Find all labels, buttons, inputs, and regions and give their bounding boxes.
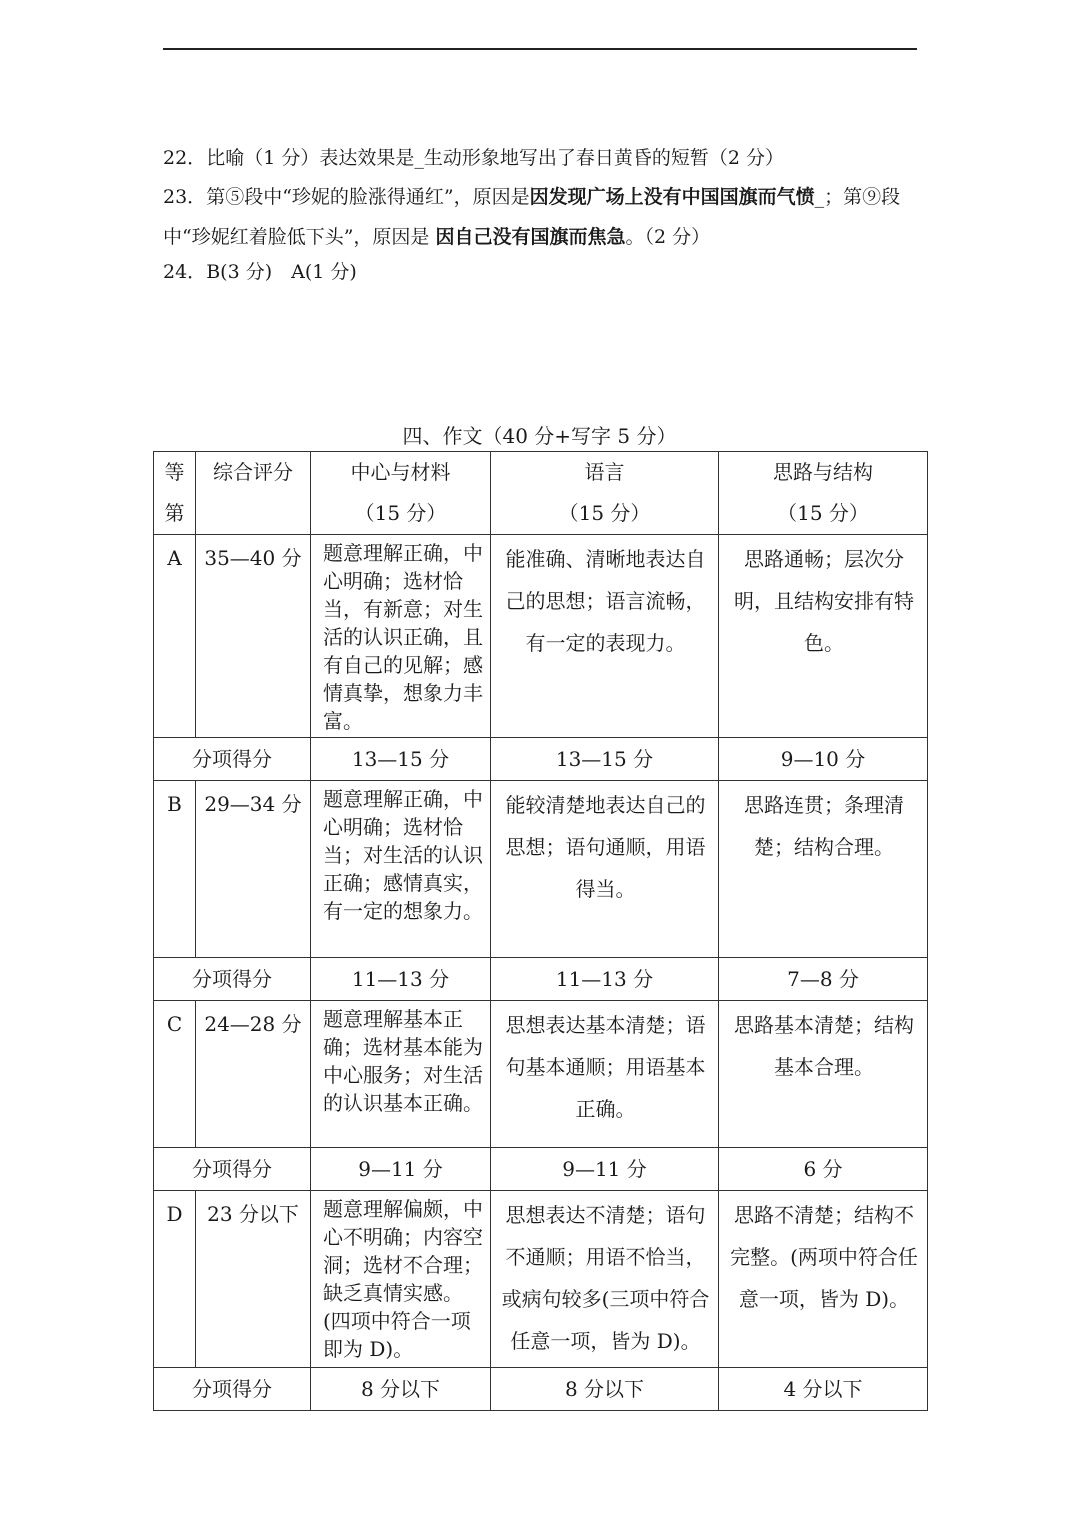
- answer-23-text: 第⑤段中“珍妮的脸涨得通红”，原因是: [206, 186, 530, 208]
- subscore-center: 11—13 分: [311, 958, 491, 1001]
- grade-cell: D: [154, 1191, 196, 1368]
- answer-23-text: _；第⑨段: [814, 186, 901, 208]
- header-center: [311, 452, 491, 535]
- center-criteria-cell: [311, 1191, 491, 1368]
- center-criteria-cell: [311, 1001, 491, 1148]
- subscore-structure: 6 分: [719, 1148, 928, 1191]
- center-criteria-text: 题意理解正确，中心明确；选材恰当；对生活的认识正确；感情真实，有一定的想象力。: [323, 787, 483, 923]
- table-row: [154, 781, 928, 958]
- rubric-table: [153, 451, 928, 1411]
- subscore-label: 分项得分: [154, 958, 311, 1001]
- header-center-points: （15 分）: [354, 501, 447, 525]
- overall-score-cell: 23 分以下: [196, 1191, 311, 1368]
- subscore-row: [154, 958, 928, 1001]
- subscore-language: 8 分以下: [491, 1368, 719, 1411]
- language-criteria-cell: 能准确、清晰地表达自己的思想；语言流畅，有一定的表现力。: [491, 535, 719, 738]
- subscore-center: 9—11 分: [311, 1148, 491, 1191]
- header-language: [491, 452, 719, 535]
- answer-23-text: 。（2 分）: [625, 226, 711, 248]
- subscore-row: [154, 1368, 928, 1411]
- answer-24: [163, 257, 357, 284]
- answer-22-text: 比喻（1 分）表达效果是_生动形象地写出了春日黄昏的短暂（2 分）: [206, 147, 784, 169]
- header-center-label: 中心与材料: [350, 460, 451, 484]
- structure-criteria-cell: 思路连贯；条理清楚；结构合理。: [719, 781, 928, 958]
- answer-23-key-phrase: 因自己没有国旗而焦急: [435, 226, 626, 248]
- overall-score-cell: 29—34 分: [196, 781, 311, 958]
- header-grade-line: 第: [164, 501, 185, 525]
- table-row: [154, 1001, 928, 1148]
- subscore-row: [154, 1148, 928, 1191]
- table-row: [154, 1191, 928, 1368]
- center-criteria-cell: [311, 781, 491, 958]
- answer-23-text: 中“珍妮红着脸低下头”，原因是: [163, 226, 436, 248]
- overall-score-cell: 35—40 分: [196, 535, 311, 738]
- grade-cell: C: [154, 1001, 196, 1148]
- structure-criteria-cell: 思路基本清楚；结构基本合理。: [719, 1001, 928, 1148]
- center-criteria-text: 题意理解正确，中心明确；选材恰当，有新意；对生活的认识正确，且有自己的见解；感情真挚，想象力丰富。: [323, 541, 483, 733]
- subscore-structure: 9—10 分: [719, 738, 928, 781]
- answer-22-number: 22．: [163, 147, 207, 169]
- overall-score-cell: 24—28 分: [196, 1001, 311, 1148]
- answer-23-line1: [163, 182, 900, 209]
- center-criteria-text: 题意理解基本正确；选材基本能为中心服务；对生活的认识基本正确。: [323, 1007, 483, 1115]
- subscore-structure: 4 分以下: [719, 1368, 928, 1411]
- answer-24-text: B(3 分) A(1 分): [206, 261, 357, 283]
- grade-cell: A: [154, 535, 196, 738]
- header-language-label: 语言: [584, 460, 625, 484]
- subscore-language: 9—11 分: [491, 1148, 719, 1191]
- subscore-structure: 7—8 分: [719, 958, 928, 1001]
- subscore-language: 11—13 分: [491, 958, 719, 1001]
- center-criteria-cell: [311, 535, 491, 738]
- subscore-row: [154, 738, 928, 781]
- answer-24-number: 24．: [163, 261, 207, 283]
- section-title: 四、作文（40 分+写字 5 分）: [402, 424, 677, 448]
- answer-23-line2: [163, 222, 710, 249]
- header-structure-points: （15 分）: [777, 501, 869, 525]
- table-header-row: [154, 452, 928, 535]
- header-overall-label: 综合评分: [213, 460, 293, 484]
- header-grade-line: 等: [164, 460, 185, 484]
- subscore-center: 8 分以下: [311, 1368, 491, 1411]
- subscore-label: 分项得分: [154, 1368, 311, 1411]
- header-overall: [196, 452, 311, 535]
- header-language-points: （15 分）: [558, 501, 651, 525]
- header-rule: [163, 48, 917, 50]
- language-criteria-cell: 思想表达基本清楚；语句基本通顺；用语基本正确。: [491, 1001, 719, 1148]
- answer-23-key-phrase: 因发现广场上没有中国国旗而气愤: [529, 186, 815, 208]
- language-criteria-cell: 能较清楚地表达自己的思想；语句通顺，用语得当。: [491, 781, 719, 958]
- subscore-center: 13—15 分: [311, 738, 491, 781]
- header-structure-label: 思路与结构: [773, 460, 873, 484]
- answer-23-number: 23．: [163, 186, 207, 208]
- subscore-label: 分项得分: [154, 738, 311, 781]
- header-structure: [719, 452, 928, 535]
- subscore-label: 分项得分: [154, 1148, 311, 1191]
- center-criteria-text: 题意理解偏颇，中心不明确；内容空洞；选材不合理；缺乏真情实感。(四项中符合一项即为 D)。: [323, 1197, 483, 1361]
- structure-criteria-cell: 思路通畅；层次分明，且结构安排有特色。: [719, 535, 928, 738]
- table-row: [154, 535, 928, 738]
- structure-criteria-cell: 思路不清楚；结构不完整。(两项中符合任意一项，皆为 D)。: [719, 1191, 928, 1368]
- grade-cell: B: [154, 781, 196, 958]
- answer-22: [163, 143, 784, 170]
- language-criteria-cell: 思想表达不清楚；语句不通顺；用语不恰当，或病句较多(三项中符合任意一项，皆为 D)。: [491, 1191, 719, 1368]
- header-grade: [154, 452, 196, 535]
- subscore-language: 13—15 分: [491, 738, 719, 781]
